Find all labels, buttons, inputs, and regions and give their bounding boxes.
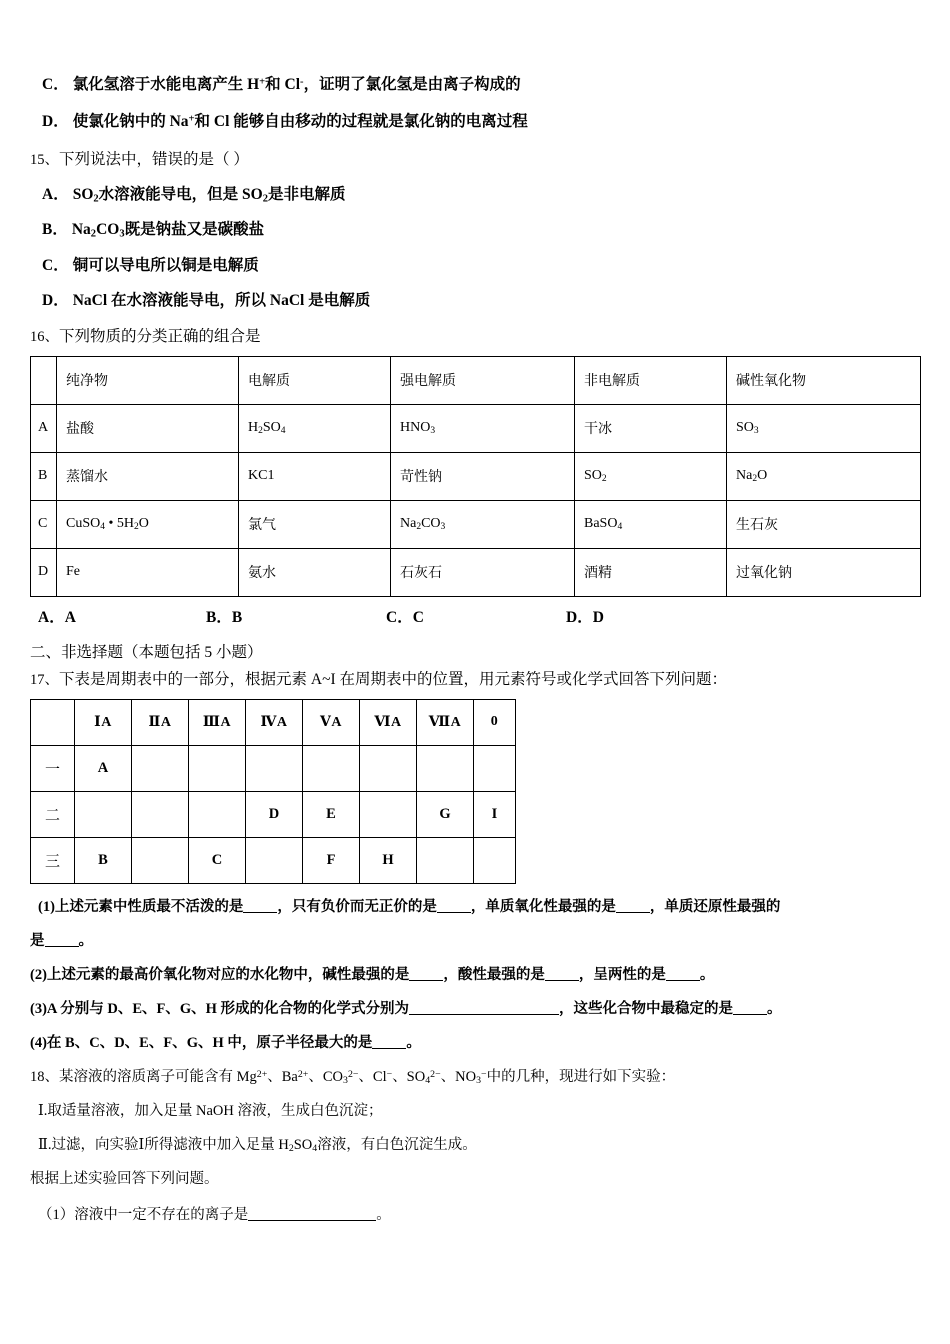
pt-cell: F	[303, 837, 360, 883]
q17-part-1-cont	[30, 916, 920, 950]
pt-cell	[303, 745, 360, 791]
pt-period-row	[31, 745, 516, 791]
q17-part-2-id: (2)	[30, 966, 47, 983]
table-header-strong-electrolyte: 强电解质	[391, 356, 575, 404]
pt-cell	[189, 791, 246, 837]
q14-option-d	[42, 94, 920, 131]
answer-blank[interactable]	[45, 946, 79, 947]
q16-choice-a: A．A	[38, 608, 76, 626]
question-16-text: 下列物质的分类正确的组合是	[59, 327, 261, 345]
q18-step-2	[30, 1120, 920, 1154]
question-18-stem	[30, 1052, 920, 1086]
q17-part-1-a: 上述元素中性质最不活泼的是	[54, 898, 244, 915]
q16-choice-c: C．C	[386, 608, 424, 626]
q17-part-1-tail2: 。	[78, 932, 93, 949]
cell-basic-oxide: 生石灰	[727, 500, 921, 548]
q16-choice-d: D．D	[566, 608, 604, 626]
cell-nonelectrolyte: $SO_2$	[575, 452, 727, 500]
cell-strong-electrolyte: $Na_2CO_3$	[391, 500, 575, 548]
q17-part-3-b: ，这些化合物中最稳定的是	[559, 1000, 734, 1017]
q15-option-a-text: $SO_2$水溶液能导电，但是 $SO_2$是非电解质	[72, 186, 346, 205]
pt-cell: C	[189, 837, 246, 883]
q17-part-2-b: ，酸性最强的是	[443, 966, 545, 983]
question-17-number: 17、	[30, 671, 59, 688]
pt-cell	[246, 745, 303, 791]
table-header-electrolyte: 电解质	[239, 356, 391, 404]
answer-blank[interactable]	[248, 1220, 376, 1221]
pt-cell: G	[417, 791, 474, 837]
cell-electrolyte: $H_2SO_4$	[239, 404, 391, 452]
q15-option-c-text: 铜可以导电所以铜是电解质	[72, 256, 259, 274]
cell-pure: 蒸馏水	[57, 452, 239, 500]
question-18-text: 某溶液的溶质离子可能含有 $Mg^{2+}$、$Ba^{2+}$、$CO_3^{2-}$、Cl−、$SO_4^{2-}$、$NO_3^-$中的几种，现进行如下实验：	[59, 1068, 676, 1086]
pt-group-1a: ⅠA	[75, 699, 132, 745]
answer-blank[interactable]	[437, 912, 471, 913]
q16-choice-b: B．B	[206, 608, 243, 626]
pt-cell	[474, 745, 516, 791]
row-index: B	[31, 452, 57, 500]
table-row	[31, 404, 921, 452]
q15-option-b-text: $Na_2CO_3$既是钠盐又是碳酸盐	[71, 221, 265, 240]
q17-part-1-tail: 是	[30, 932, 45, 949]
q18-step-2-text: Ⅱ.过滤，向实验Ⅰ所得滤液中加入足量 $H_2SO_4$溶液，有白色沉淀生成。	[38, 1136, 477, 1154]
table-header-pure: 纯净物	[57, 356, 239, 404]
pt-cell	[189, 745, 246, 791]
q14-option-d-text: 使氯化钠中的 Na+和 Cl 能够自由移动的过程就是氯化钠的电离过程	[72, 113, 528, 130]
pt-period-row	[31, 791, 516, 837]
pt-cell: H	[360, 837, 417, 883]
pt-period-label: 三	[31, 837, 75, 883]
q17-part-4-id: (4)	[30, 1034, 47, 1051]
q17-part-4-b: 。	[406, 1034, 421, 1051]
answer-blank[interactable]	[372, 1048, 406, 1049]
pt-cell	[75, 791, 132, 837]
pt-cell	[474, 837, 516, 883]
pt-cell	[360, 745, 417, 791]
pt-group-7a: ⅦA	[417, 699, 474, 745]
q17-part-1-b: ，只有负价而无正价的是	[277, 898, 437, 915]
question-15-stem	[30, 131, 920, 169]
cell-strong-electrolyte: 石灰石	[391, 548, 575, 596]
cell-nonelectrolyte: 干冰	[575, 404, 727, 452]
q18-step-1	[30, 1086, 920, 1120]
pt-group-0: 0	[474, 699, 516, 745]
table-header-row	[31, 356, 921, 404]
q17-part-3-id: (3)	[30, 1000, 47, 1017]
question-17-stem	[30, 662, 920, 689]
q14-option-c-text: 氯化氢溶于水能电离产生 H+和 Cl-，证明了氯化氢是由离子构成的	[72, 76, 521, 93]
pt-cell: I	[474, 791, 516, 837]
pt-period-row	[31, 837, 516, 883]
q17-part-1-d: ，单质还原性最强的	[649, 898, 781, 915]
answer-blank[interactable]	[409, 1014, 559, 1015]
q15-option-b-label: B．	[42, 221, 68, 239]
pt-group-4a: ⅣA	[246, 699, 303, 745]
pt-group-6a: ⅥA	[360, 699, 417, 745]
table-header-basic-oxide: 碱性氧化物	[727, 356, 921, 404]
answer-blank[interactable]	[733, 1014, 767, 1015]
q17-part-3-c: 。	[767, 1000, 782, 1017]
pt-group-5a: ⅤA	[303, 699, 360, 745]
q16-choice-row	[30, 597, 920, 627]
pt-cell	[132, 837, 189, 883]
q18-part-1-a: （1）溶液中一定不存在的离子是	[38, 1206, 249, 1223]
q14-option-c-label: C．	[42, 76, 69, 93]
table-row	[31, 548, 921, 596]
q17-part-3-a: A 分别与 D、E、F、G、H 形成的化合物的化学式分别为	[46, 1000, 410, 1017]
cell-basic-oxide: $Na_2O$	[727, 452, 921, 500]
pt-group-2a: ⅡA	[132, 699, 189, 745]
cell-basic-oxide: $SO_3$	[727, 404, 921, 452]
pt-cell: D	[246, 791, 303, 837]
q17-part-1-id: (1)	[38, 898, 55, 915]
cell-strong-electrolyte: 苛性钠	[391, 452, 575, 500]
q17-part-2-d: 。	[699, 966, 715, 983]
pt-cell: B	[75, 837, 132, 883]
periodic-table-fragment	[30, 699, 516, 884]
question-17-text: 下表是周期表中的一部分，根据元素 A~I 在周期表中的位置，用元素符号或化学式回答下列问题：	[59, 670, 727, 688]
pt-cell	[132, 745, 189, 791]
answer-blank[interactable]	[409, 980, 443, 981]
q17-part-2-c: ，呈两性的是	[578, 966, 666, 983]
pt-cell: A	[75, 745, 132, 791]
q15-option-c	[42, 240, 920, 275]
q15-option-c-label: C．	[42, 256, 69, 274]
section-2-heading: 二、非选择题（本题包括 5 小题）	[30, 643, 263, 661]
q17-part-4	[30, 1018, 920, 1052]
cell-basic-oxide: 过氧化钠	[727, 548, 921, 596]
table-header-nonelectrolyte: 非电解质	[575, 356, 727, 404]
q18-part-1	[30, 1188, 920, 1224]
row-index: A	[31, 404, 57, 452]
q17-part-3	[30, 984, 920, 1018]
pt-cell	[417, 745, 474, 791]
classification-table	[30, 356, 921, 597]
pt-cell: E	[303, 791, 360, 837]
cell-nonelectrolyte: BaSO$_4$	[575, 500, 727, 548]
cell-pure: Fe	[57, 548, 239, 596]
question-16-stem	[30, 310, 920, 346]
q15-option-d-text: NaCl 在水溶液能导电，所以 NaCl 是电解质	[72, 291, 371, 309]
q14-option-d-label: D．	[42, 113, 69, 130]
question-18-number: 18、	[30, 1068, 59, 1085]
table-row	[31, 500, 921, 548]
q14-option-c	[42, 72, 920, 94]
table-row	[31, 452, 921, 500]
cell-strong-electrolyte: $HNO_3$	[391, 404, 575, 452]
q15-option-b	[42, 204, 920, 239]
cell-electrolyte: 氨水	[239, 548, 391, 596]
row-index: C	[31, 500, 57, 548]
pt-group-3a: ⅢA	[189, 699, 246, 745]
cell-electrolyte: 氯气	[239, 500, 391, 548]
pt-group-header-row	[31, 699, 516, 745]
q17-part-1	[30, 884, 920, 916]
pt-period-label: 一	[31, 745, 75, 791]
q18-step-1-text: Ⅰ.取适量溶液，加入足量 NaOH 溶液，生成白色沉淀；	[38, 1102, 383, 1119]
q15-option-a	[42, 169, 920, 204]
q17-part-2-a: 上述元素的最高价氧化物对应的水化物中，碱性最强的是	[46, 966, 410, 983]
question-16-number: 16、	[30, 328, 59, 345]
answer-blank[interactable]	[243, 912, 277, 913]
cell-pure: CuSO$_4$ • $5H_2O$	[57, 500, 239, 548]
q15-option-a-label: A．	[42, 186, 69, 203]
answer-blank[interactable]	[666, 980, 700, 981]
table-corner-cell	[31, 356, 57, 404]
q18-instruction: 根据上述实验回答下列问题。	[30, 1170, 219, 1187]
cell-pure: 盐酸	[57, 404, 239, 452]
pt-cell	[132, 791, 189, 837]
q17-part-4-a: 在 B、C、D、E、F、G、H 中，原子半径最大的是	[46, 1034, 373, 1051]
pt-cell	[246, 837, 303, 883]
question-15-text: 下列说法中，错误的是（ ）	[59, 151, 249, 168]
pt-corner-cell	[31, 699, 75, 745]
q15-option-d-label: D．	[42, 291, 69, 309]
q15-option-d	[42, 275, 920, 310]
pt-period-label: 二	[31, 791, 75, 837]
answer-blank[interactable]	[616, 912, 650, 913]
q17-part-2	[30, 950, 920, 984]
q17-part-1-c: ，单质氧化性最强的是	[470, 898, 616, 915]
answer-blank[interactable]	[545, 980, 579, 981]
q18-part-1-b: 。	[376, 1206, 391, 1223]
row-index: D	[31, 548, 57, 596]
question-15-number: 15、	[30, 152, 59, 168]
pt-cell	[417, 837, 474, 883]
cell-nonelectrolyte: 酒精	[575, 548, 727, 596]
cell-electrolyte: KC1	[239, 452, 391, 500]
pt-cell	[360, 791, 417, 837]
